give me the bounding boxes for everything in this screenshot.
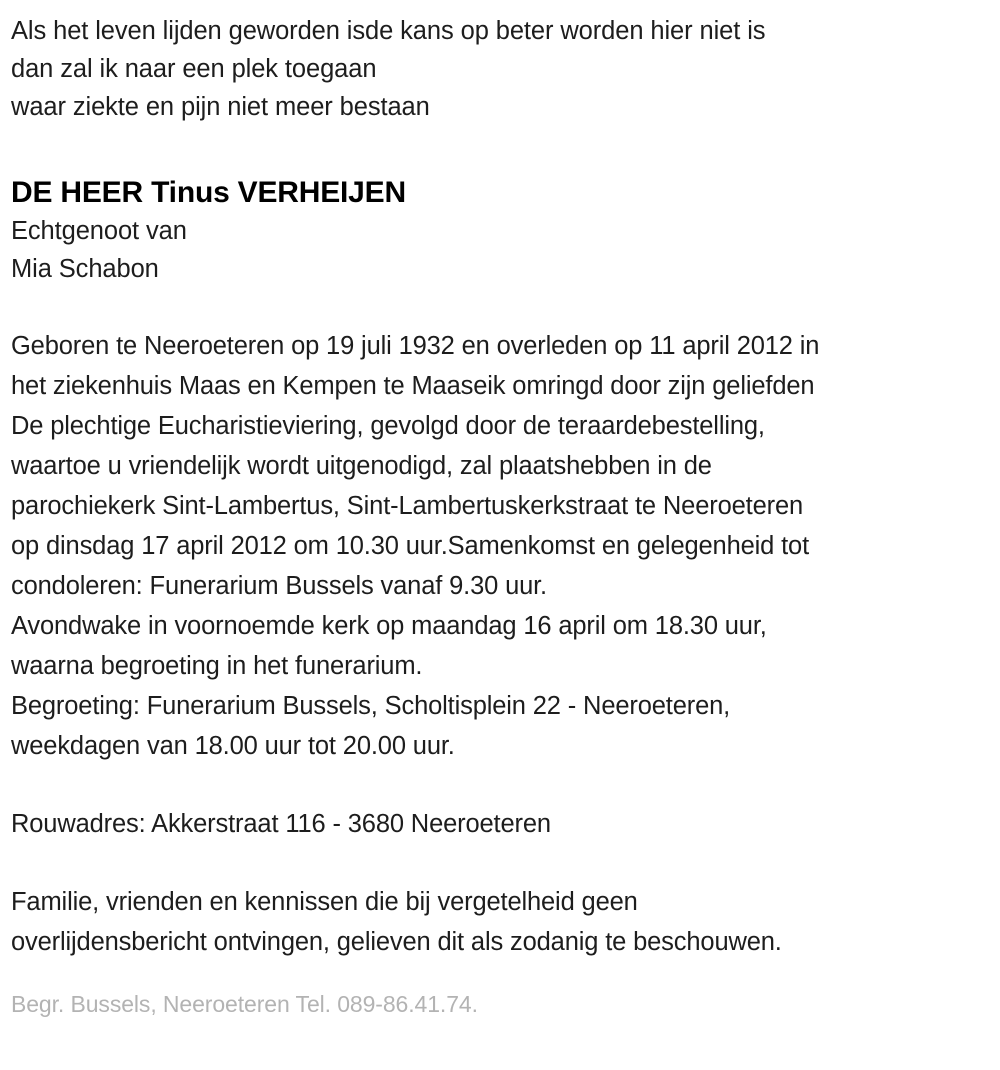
details-line: Avondwake in voornoemde kerk op maandag 16 april om 18.30 uur, <box>11 612 767 640</box>
spacer <box>11 962 986 988</box>
relation-block <box>11 212 986 288</box>
general-notice-block <box>11 882 986 962</box>
spouse-name: Mia Schabon <box>11 255 159 283</box>
mourning-address-block <box>11 804 986 844</box>
details-line: Begroeting: Funerarium Bussels, Scholtisplein 22 - Neeroeteren, <box>11 692 731 720</box>
spacer <box>11 288 986 326</box>
funeral-home-credit: Begr. Bussels, Neeroeteren Tel. 089-86.41.74. <box>11 991 478 1017</box>
verse-line: waar ziekte en pijn niet meer bestaan <box>11 93 430 121</box>
details-line: weekdagen van 18.00 uur tot 20.00 uur. <box>11 732 455 760</box>
verse-line: Als het leven lijden geworden isde kans op beter worden hier niet is <box>11 17 766 45</box>
verse-line: dan zal ik naar een plek toegaan <box>11 55 377 83</box>
verse-block <box>11 12 986 126</box>
spacer <box>11 126 986 174</box>
details-line: waarna begroeting in het funerarium. <box>11 652 423 680</box>
details-line: op dinsdag 17 april 2012 om 10.30 uur.Samenkomst en gelegenheid tot <box>11 532 810 560</box>
details-line: De plechtige Eucharistieviering, gevolgd door de teraardebestelling, <box>11 412 765 440</box>
details-line: Geboren te Neeroeteren op 19 juli 1932 en overleden op 11 april 2012 in <box>11 332 820 360</box>
deceased-name: DE HEER Tinus VERHEIJEN <box>11 176 406 209</box>
details-block <box>11 326 986 766</box>
spacer <box>11 766 986 804</box>
details-line: condoleren: Funerarium Bussels vanaf 9.30 uur. <box>11 572 547 600</box>
details-line: parochiekerk Sint-Lambertus, Sint-Lambertuskerkstraat te Neeroeteren <box>11 492 804 520</box>
spacer <box>11 844 986 882</box>
relation-line: Echtgenoot van <box>11 217 187 245</box>
details-line: het ziekenhuis Maas en Kempen te Maaseik omringd door zijn geliefden <box>11 372 815 400</box>
general-notice-line: overlijdensbericht ontvingen, gelieven dit als zodanig te beschouwen. <box>11 928 782 956</box>
mourning-address-line: Rouwadres: Akkerstraat 116 - 3680 Neeroeteren <box>11 810 551 838</box>
general-notice-line: Familie, vrienden en kennissen die bij vergetelheid geen <box>11 888 638 916</box>
details-line: waartoe u vriendelijk wordt uitgenodigd, zal plaatshebben in de <box>11 452 712 480</box>
